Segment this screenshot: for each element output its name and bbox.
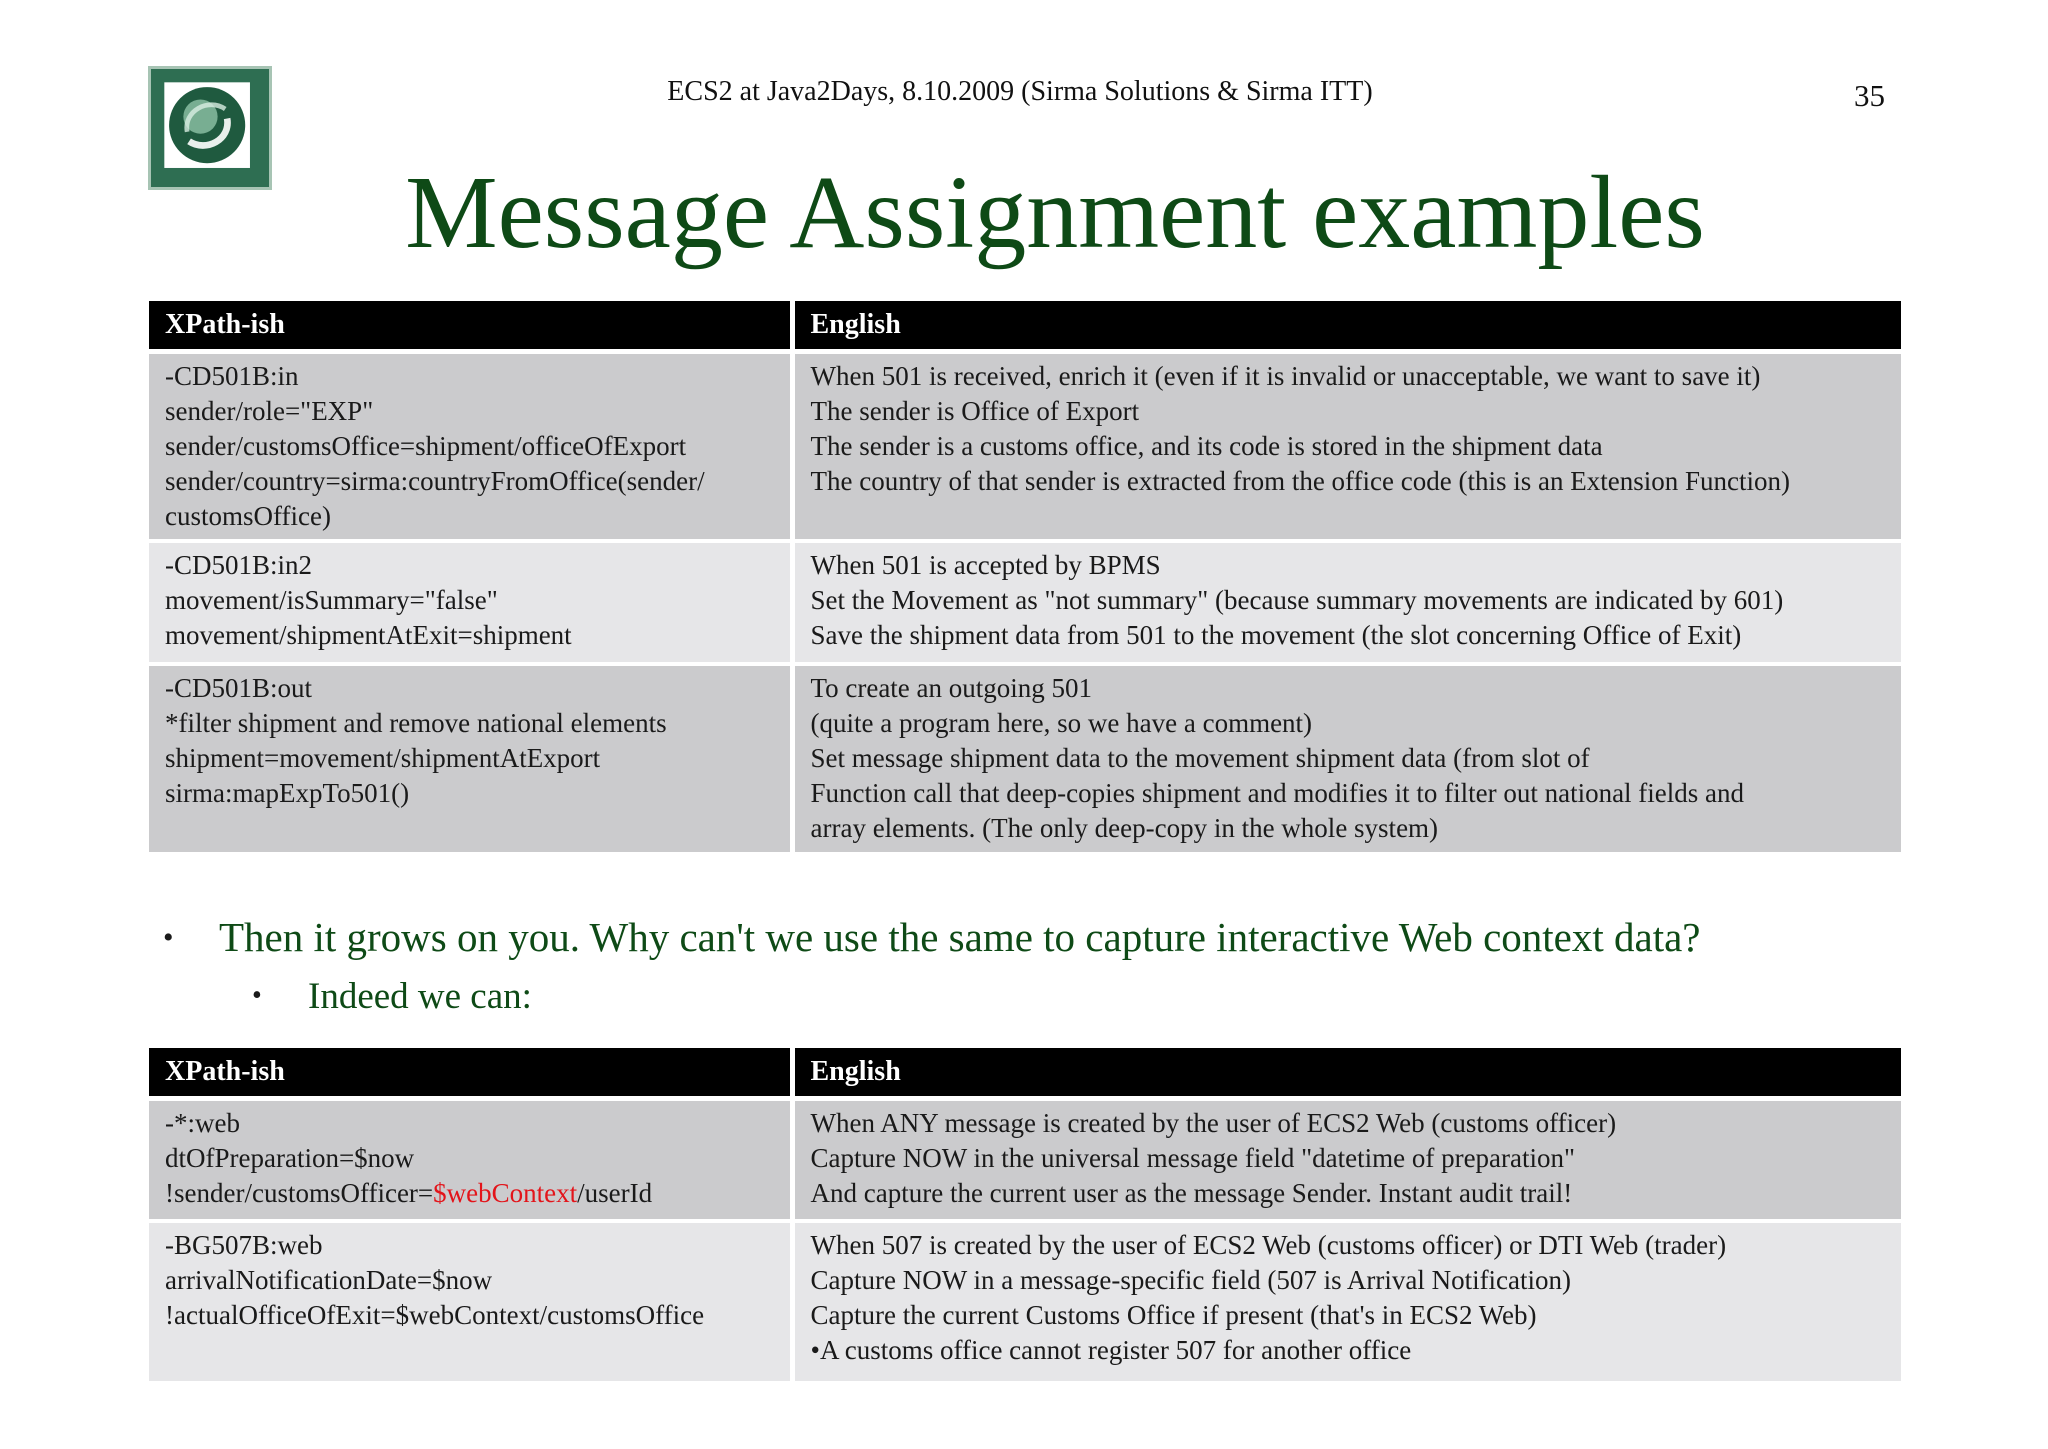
bullet-icon: • (252, 980, 262, 1011)
english-cell (792, 351, 1901, 541)
bullet-sub (252, 975, 532, 1018)
conference-header: ECS2 at Java2Days, 8.10.2009 (Sirma Solutions & Sirma ITT) (667, 76, 1373, 107)
english-cell (792, 1221, 1901, 1381)
english-cell (792, 541, 1901, 664)
xpath-cell (149, 1098, 792, 1221)
xpath-line: -BG507B:web (165, 1230, 323, 1260)
table-row (149, 351, 1901, 541)
xpath-line: movement/isSummary="false" (165, 585, 498, 615)
english-cell (792, 664, 1901, 854)
table-2-viewport (149, 1048, 1901, 1381)
english-line: The country of that sender is extracted from the office code (this is an Extension Function) (810, 465, 1790, 496)
bullet-sub-text: Indeed we can: (308, 976, 532, 1017)
xpath-text: !sender/customsOfficer= (165, 1177, 434, 1208)
english-line: Capture NOW in a message-specific field (507 is Arrival Notification) (810, 1265, 1572, 1295)
english-line: Function call that deep-copies shipment and modifies it to filter out national fields and (810, 778, 1745, 808)
table-row (149, 1098, 1901, 1221)
english-line: Set message shipment data to the movement shipment data (from slot of (810, 743, 1590, 773)
column-header-xpath: XPath-ish (149, 301, 792, 351)
table-row (149, 664, 1901, 854)
english-line: Capture the current Customs Office if present (that's in ECS2 Web) (810, 1300, 1537, 1330)
column-header-english: English (792, 301, 1901, 351)
english-line: (quite a program here, so we have a comment) (810, 708, 1313, 738)
english-line: And capture the current user as the message Sender. Instant audit trail! (810, 1177, 1573, 1208)
column-header-xpath: XPath-ish (149, 1048, 792, 1098)
xpath-line: -*:web (165, 1107, 240, 1138)
xpath-cell (149, 351, 792, 541)
xpath-line: -CD501B:in (165, 360, 299, 391)
slide-number: 35 (1854, 78, 1885, 113)
xpath-line: *filter shipment and remove national elements (165, 708, 667, 738)
english-line: The sender is a customs office, and its code is stored in the shipment data (810, 430, 1603, 461)
xpath-line: -CD501B:in2 (165, 550, 313, 580)
table-row (149, 1221, 1901, 1381)
english-line: When ANY message is created by the user of ECS2 Web (customs officer) (810, 1107, 1617, 1138)
xpath-cell (149, 664, 792, 854)
bullet-main (163, 913, 1701, 961)
english-line: When 501 is received, enrich it (even if it is invalid or unacceptable, we want to save it) (810, 360, 1761, 391)
english-line: •A customs office cannot register 507 for another office (810, 1335, 1412, 1365)
xpath-line: sirma:mapExpTo501() (165, 778, 410, 808)
xpath-line: -CD501B:out (165, 673, 313, 703)
column-header-english: English (792, 1048, 1901, 1098)
english-cell (792, 1098, 1901, 1221)
bullet-icon: • (163, 921, 174, 954)
english-line: Save the shipment data from 501 to the movement (the slot concerning Office of Exit) (810, 620, 1742, 650)
english-line: Capture NOW in the universal message field "datetime of preparation" (810, 1142, 1576, 1173)
xpath-cell (149, 1221, 792, 1381)
xpath-line (165, 1176, 774, 1211)
english-line: Set the Movement as "not summary" (because summary movements are indicated by 601) (810, 585, 1784, 615)
slide-title: Message Assignment examples (405, 155, 1705, 270)
xpath-line: customsOffice) (165, 500, 331, 531)
english-line: The sender is Office of Export (810, 395, 1140, 426)
xpath-line: !actualOfficeOfExit=$webContext/customsOffice (165, 1300, 705, 1330)
xpath-line: dtOfPreparation=$now (165, 1142, 415, 1173)
english-line: When 507 is created by the user of ECS2 Web (customs officer) or DTI Web (trader) (810, 1230, 1727, 1260)
bullet-main-text: Then it grows on you. Why can't we use the same to capture interactive Web context data? (219, 914, 1701, 960)
english-line: To create an outgoing 501 (810, 673, 1093, 703)
xpath-text: /userId (577, 1177, 653, 1208)
xpath-line: arrivalNotificationDate=$now (165, 1265, 493, 1295)
sirma-logo-icon (148, 66, 272, 190)
assignment-table-1 (149, 301, 1901, 856)
xpath-line: sender/country=sirma:countryFromOffice(sender/ (165, 465, 705, 496)
assignment-table-2 (149, 1048, 1901, 1381)
web-context-highlight: $webContext (433, 1177, 578, 1208)
english-line: array elements. (The only deep-copy in the whole system) (810, 813, 1439, 843)
xpath-line: sender/customsOffice=shipment/officeOfExport (165, 430, 687, 461)
xpath-cell (149, 541, 792, 664)
xpath-line: movement/shipmentAtExit=shipment (165, 620, 572, 650)
xpath-line: shipment=movement/shipmentAtExport (165, 743, 601, 773)
table-row (149, 541, 1901, 664)
xpath-line: sender/role="EXP" (165, 395, 374, 426)
english-line: When 501 is accepted by BPMS (810, 550, 1161, 580)
